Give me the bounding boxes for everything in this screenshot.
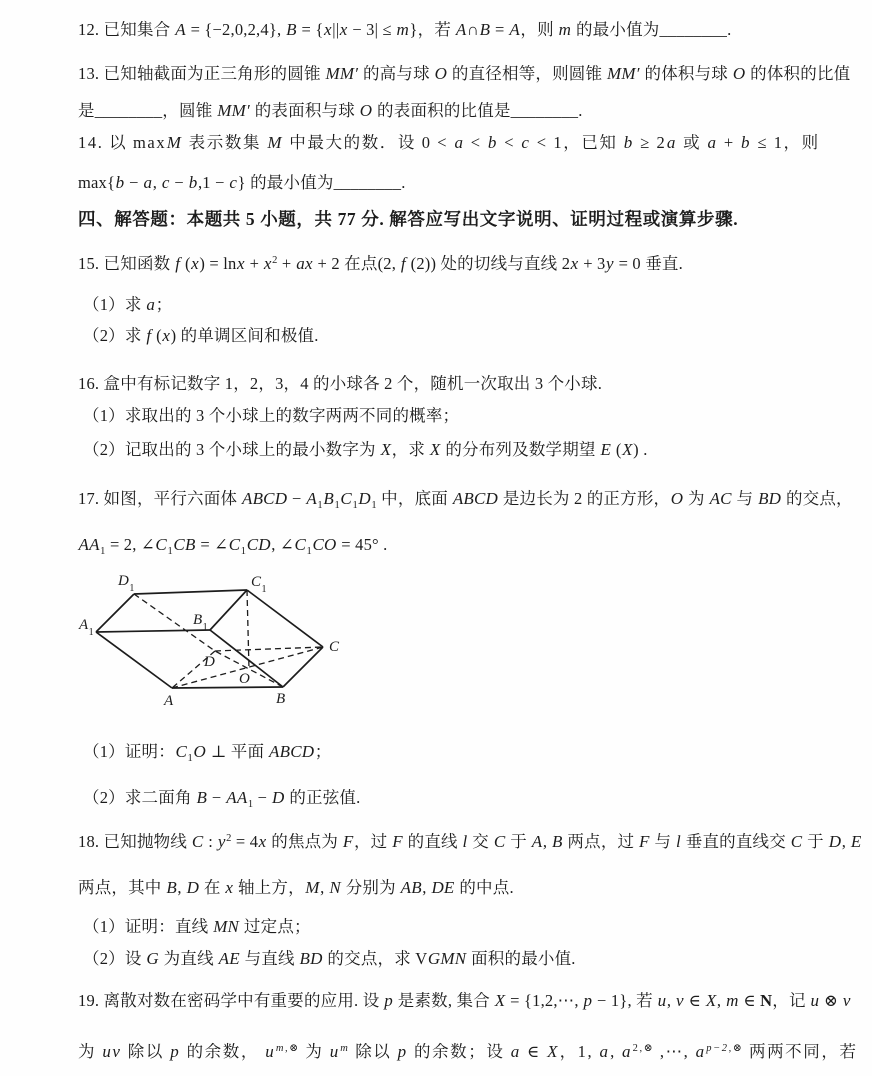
problem-15: 15. 已知函数 f $(x) = \ln x + x^2$ + ax + 2 在点(2, f (2)) 处的切线与直线 2x + 3y = 0 垂直.	[78, 254, 683, 273]
parallelepiped-lines	[88, 572, 348, 720]
vertex-label-a1: $A_1$	[79, 617, 94, 638]
problem-14-line2: max{b − a, c − b,1 − c} 的最小值为________.	[78, 173, 406, 192]
problem-16: 16. 盒中有标记数字 1，2，3，4 的小球各 2 个，随机一次取出 3 个小球.	[78, 374, 603, 393]
problem-17-q1: （1）证明：$C_1O$ ⊥ 平面 ABCD；	[83, 742, 332, 764]
problem-14-line1: 14. 以 maxM 表示数集 M 中最大的数．设 0 < a < b < c < 1，已知 b ≥ 2a 或 a + b ≤ 1，则	[78, 133, 820, 152]
problem-17-line1: 17. 如图，平行六面体 ABCD − $A_1B_1C_1D_1$ 中，底面 ABCD 是边长为 2 的正方形，O 为 AC 与 BD 的交点，	[78, 489, 853, 511]
problem-19-line2: 为 uv 除以 p 的余数， $u^{m,\otimes}$ 为 $u^m$ 除以 p 的余数；设 a ∈ X，1, a, $a^{2,\otimes}$ ,⋯, $a^{p-2,\otimes}$ 两两不同，若	[78, 1042, 858, 1061]
problem-15-q2: （2）求 f (x) 的单调区间和极值.	[83, 326, 319, 345]
problem-17-q2: （2）求二面角 $B - AA_1 - D$ 的正弦值.	[83, 788, 361, 810]
problem-18-q2: （2）设 G 为直线 AE 与直线 BD 的交点，求 VGMN 面积的最小值.	[83, 949, 576, 968]
vertex-label-a: A	[164, 693, 174, 709]
vertex-label-b1: $B_1$	[193, 612, 208, 633]
problem-17-line2: $AA_1 = 2$, $\angle C_1CB$ = $\angle C_1CD$, $\angle C_1CO = 45^\circ$ .	[78, 535, 388, 557]
vertex-label-c1: $C_1$	[251, 574, 267, 595]
problem-18-q1: （1）证明：直线 MN 过定点；	[83, 917, 311, 936]
parallelepiped-figure	[79, 572, 348, 720]
vertex-label-d: D	[204, 654, 215, 670]
vertex-label-d1: $D_1$	[118, 573, 135, 594]
problem-13-line2: 是________，圆锥 MM′ 的表面积与球 O 的表面积的比值是________.	[78, 101, 583, 120]
problem-15-q1: （1）求 a；	[83, 295, 173, 314]
vertex-label-b: B	[276, 691, 286, 707]
vertex-label-c: C	[329, 639, 340, 655]
problem-18-line1: 18. 已知抛物线 C : $y^2 = 4x$ 的焦点为 F，过 F 的直线 l 交 C 于 A, B 两点，过 F 与 l 垂直的直线交 C 于 D, E	[78, 832, 862, 851]
problem-12: 12. 已知集合 A = {−2,0,2,4}, B = {x||x − 3| ≤ m}，若 A∩B = A，则 m 的最小值为________.	[78, 20, 732, 39]
problem-16-q1: （1）求取出的 3 个小球上的数字两两不同的概率；	[83, 406, 460, 425]
section-4-header: 四、解答题：本题共 5 小题，共 77 分. 解答应写出文字说明、证明过程或演算步骤.	[78, 209, 739, 229]
problem-16-q2: （2）记取出的 3 个小球上的最小数字为 X，求 X 的分布列及数学期望 E (X) .	[83, 440, 648, 459]
problem-13-line1: 13. 已知轴截面为正三角形的圆锥 MM′ 的高与球 O 的直径相等，则圆锥 MM′ 的体积与球 O 的体积的比值	[78, 64, 851, 83]
problem-18-line2: 两点，其中 B, D 在 x 轴上方，M, N 分别为 AB, DE 的中点.	[78, 878, 514, 897]
problem-19-line1: 19. 离散对数在密码学中有重要的应用. 设 p 是素数, 集合 X = {1,2,⋯, p − 1}, 若 u, v ∈ X, m ∈ N，记 u ⊗ v	[78, 991, 851, 1010]
vertex-label-o: O	[239, 671, 250, 687]
